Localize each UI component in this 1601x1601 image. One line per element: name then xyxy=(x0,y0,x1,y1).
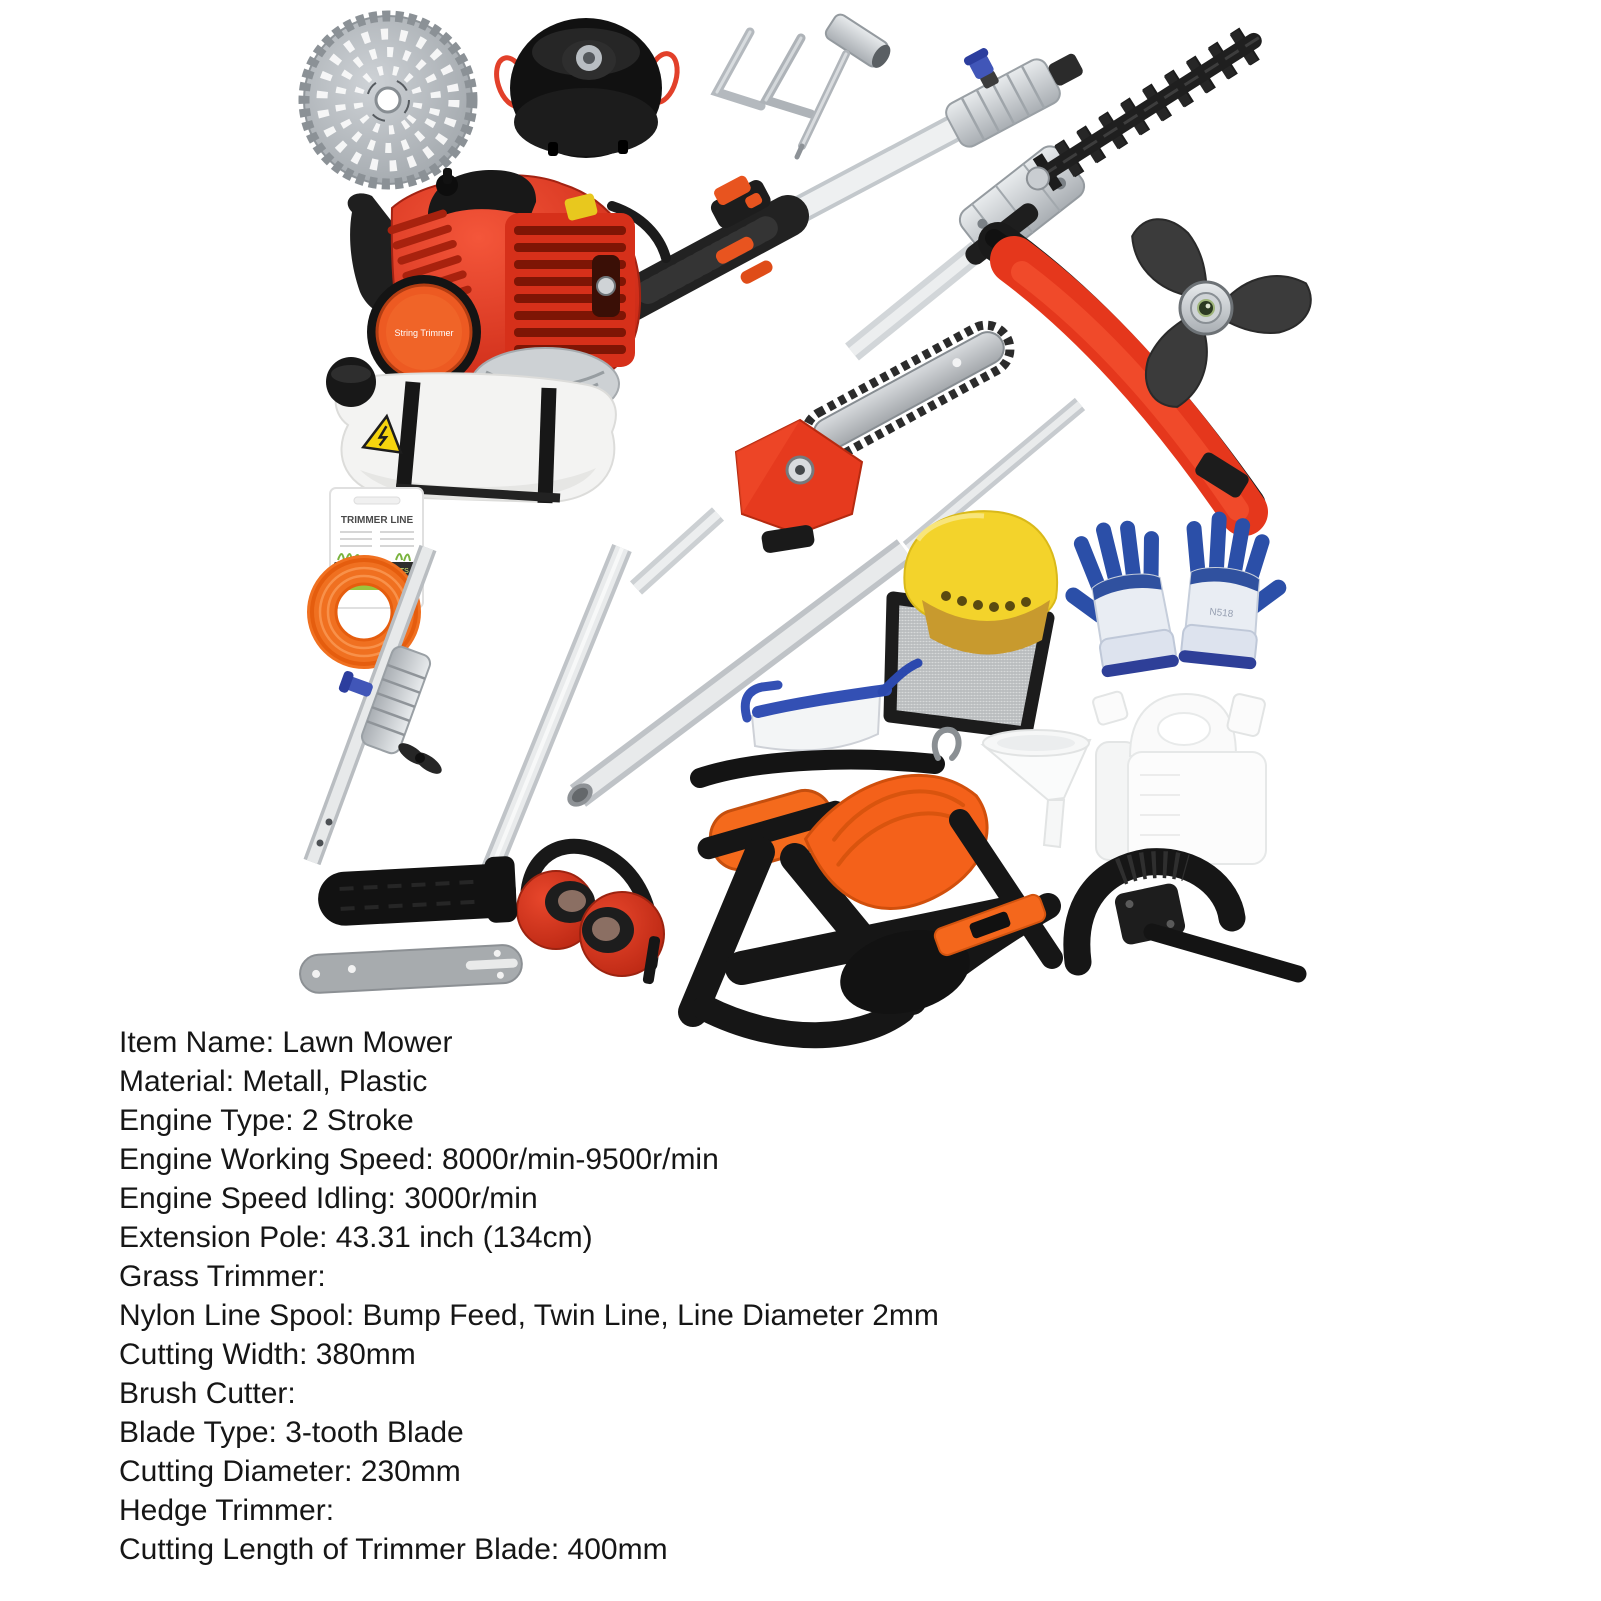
spec-line: Engine Working Speed: 8000r/min-9500r/min xyxy=(119,1143,719,1176)
engine-image xyxy=(326,168,666,503)
spec-line: Extension Pole: 43.31 inch (134cm) xyxy=(119,1221,593,1254)
ear-muffs-image xyxy=(517,846,664,984)
chainsaw-guide-bar-image xyxy=(299,944,523,994)
spec-line: Grass Trimmer: xyxy=(119,1260,326,1293)
tools-image xyxy=(717,12,895,157)
spec-list xyxy=(119,1023,939,1569)
spec-line: Material: Metall, Plastic xyxy=(119,1065,428,1098)
trimmer-line-spool-image xyxy=(312,488,423,664)
engine-recoil-label: String Trimmer xyxy=(394,328,454,338)
face-shield-image xyxy=(890,511,1057,733)
spec-line: Item Name: Lawn Mower xyxy=(119,1026,453,1059)
spec-line: Engine Type: 2 Stroke xyxy=(119,1104,414,1137)
harness-image xyxy=(693,730,1052,1035)
spec-line: Blade Type: 3-tooth Blade xyxy=(119,1416,464,1449)
spec-line: Cutting Length of Trimmer Blade: 400mm xyxy=(119,1533,668,1566)
circular-saw-blade-image xyxy=(304,16,472,184)
funnel-image xyxy=(983,730,1090,847)
loop-handle-image xyxy=(1077,862,1298,974)
spec-line: Hedge Trimmer: xyxy=(119,1494,335,1527)
spec-line: Engine Speed Idling: 3000r/min xyxy=(119,1182,538,1215)
gloves-image xyxy=(1064,516,1285,680)
three-tooth-blade-image xyxy=(1122,205,1314,414)
trimmer-line-band: FORCE PRODUCTS xyxy=(343,568,409,575)
fuel-mixing-bottle-image xyxy=(1092,691,1266,864)
trimmer-head-image xyxy=(491,18,682,158)
spec-line: Nylon Line Spool: Bump Feed, Twin Line, Line Diameter 2mm xyxy=(119,1299,939,1332)
chainsaw-bar-cover-image xyxy=(316,856,517,932)
trimmer-line-title: TRIMMER LINE xyxy=(340,515,414,526)
glove-print-label: N518 xyxy=(1208,606,1234,621)
spec-line: Cutting Width: 380mm xyxy=(119,1338,416,1371)
spec-line: Brush Cutter: xyxy=(119,1377,296,1410)
spec-line: Cutting Diameter: 230mm xyxy=(119,1455,461,1488)
